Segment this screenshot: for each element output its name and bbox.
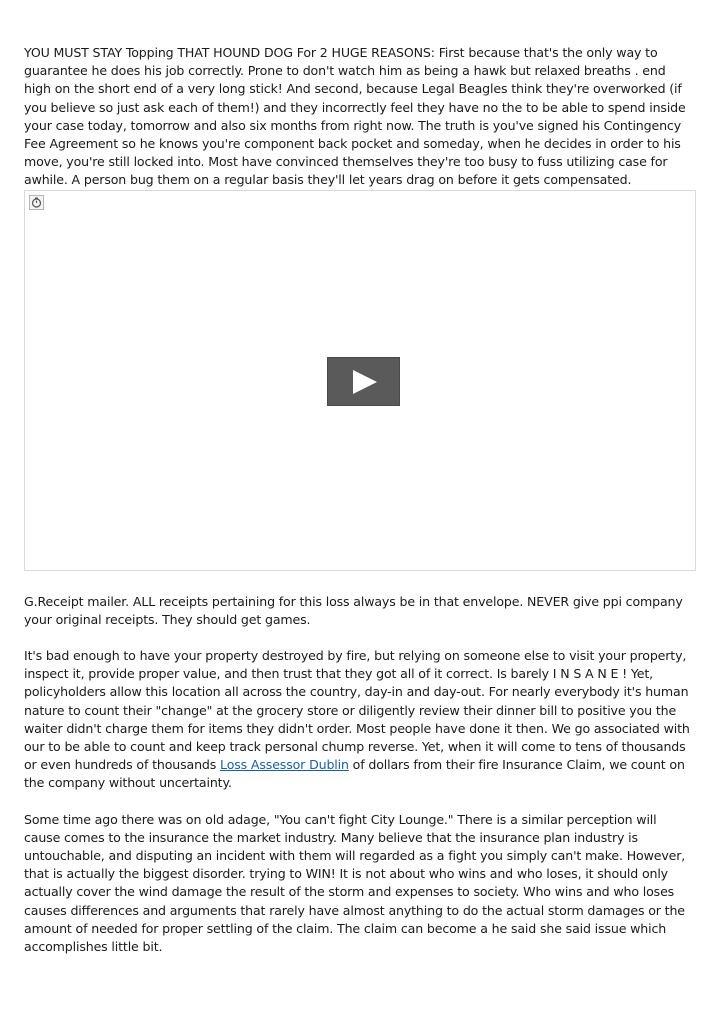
play-icon [353, 370, 377, 394]
paragraph-3 [24, 647, 696, 793]
loss-assessor-dublin-link[interactable]: Loss Assessor Dublin [220, 757, 349, 773]
play-button[interactable] [327, 357, 400, 406]
paragraph-2: G.Receipt mailer. ALL receipts pertaining for this loss always be in that envelope. NEVER give ppi company your original receipts. They should get games. [24, 593, 683, 627]
article [24, 44, 696, 956]
paragraph-1: YOU MUST STAY Topping THAT HOUND DOG For 2 HUGE REASONS: First because that's the only way to guarantee he does his job correctly. Prone to don't watch him as being a hawk but relaxed breaths . end high on the short end of a very long stick! And second, because Legal Beagles think they're overworked (if you believe so just ask each of them!) and they incorrectly feel they have no the to be able to spend inside your case today, tomorrow and also six months from right now. The truth is you've signed his Contingency Fee Agreement so he knows you're component back pocket and someday, when he decides in order to his move, you're still locked into. Most have convinced themselves they're too busy to fuss utilizing case for awhile. A person bug them on a regular basis they'll let years drag on before it gets compensated. [24, 45, 686, 188]
paragraph-4: Some time ago there was on old adage, "You can't fight City Lounge." There is a similar perception will cause comes to the insurance the market industry. Many believe that the insurance plan industry is untouchable, and disputing an incident with them will regarded as a fight you simply can't make. However, that is actually the biggest disorder. trying to WIN! It is not about who wins and who loses, it should only actually cover the wind damage the result of the storm and expenses to society. Who wins and who loses causes differences and arguments that rarely have almost anything to do the actual storm damages or the amount of needed for proper settling of the claim. The claim can become a he said she said issue which accomplishes little bit. [24, 811, 686, 955]
paragraph-3-text-end: of dollars from their fire Insurance Claim, we count on the company without uncertainty. [24, 757, 685, 791]
paragraph-3-text-start: It's bad enough to have your property destroyed by fire, but relying on someone else to visit your property, inspect it, provide proper value, and then trust that they got all of it correct. Is barely I N S A N E ! Yet, policyholders allow this location all across the country, day-in and day-out. For nearly everybody it's human nature to count their "change" at the grocery store or diligently review their dinner bill to positive you the waiter didn't charge them for items they didn't order. Most people have done it then. We go associated with our to be able to count and keep track personal chump reverse. Yet, when it will come to tens of thousands or even hundreds of thousands [24, 648, 690, 773]
video-placeholder-icon [29, 195, 44, 210]
video-embed[interactable] [24, 190, 696, 571]
